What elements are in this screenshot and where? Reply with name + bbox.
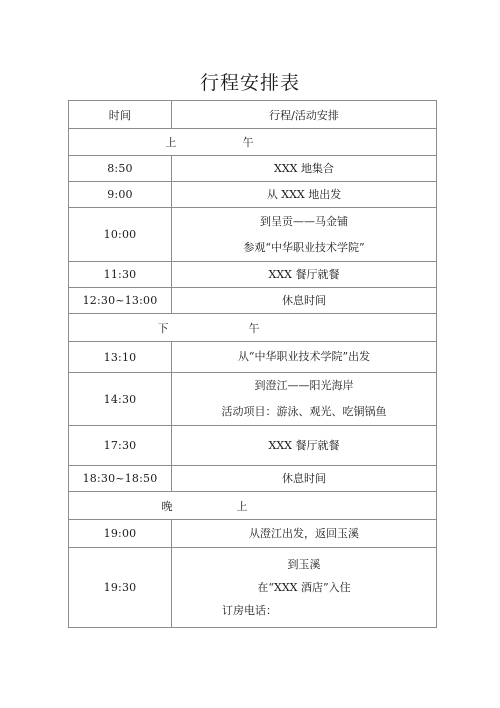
activity-line: 到呈贡——马金铺 <box>260 214 348 228</box>
row-activity <box>172 262 437 288</box>
section-evening-char-2: 上 <box>236 499 248 513</box>
row-time: 13:10 <box>69 342 172 373</box>
section-morning <box>69 129 437 156</box>
table-row <box>69 426 437 466</box>
row-time: 19:00 <box>69 520 172 548</box>
activity-line: 休息时间 <box>282 293 326 307</box>
activity-line: XXX 地集合 <box>274 161 334 175</box>
activity-line: 从澄江出发，返回玉溪 <box>249 526 359 540</box>
activity-line: XXX 餐厅就餐 <box>268 267 340 281</box>
row-time: 10:00 <box>69 208 172 262</box>
table-row <box>69 466 437 492</box>
section-evening <box>69 492 437 520</box>
table-row <box>69 342 437 373</box>
activity-line: 参观“中华职业技术学院” <box>243 240 365 254</box>
header-time: 时间 <box>69 101 172 129</box>
row-time: 12:30~13:00 <box>69 288 172 314</box>
section-row-morning <box>69 129 437 156</box>
row-activity <box>172 182 437 208</box>
activity-line: 从“中华职业技术学院”出发 <box>237 350 371 363</box>
table-header-row <box>69 101 437 129</box>
table-row <box>69 262 437 288</box>
activity-line: 活动项目：游泳、观光、吃铜锅鱼 <box>221 405 387 418</box>
activity-line: 休息时间 <box>282 471 326 485</box>
table-row <box>69 156 437 182</box>
row-activity <box>172 520 437 548</box>
row-time: 17:30 <box>69 426 172 466</box>
row-time: 9:00 <box>69 182 172 208</box>
activity-line: 到澄江——阳光海岸 <box>254 379 354 392</box>
row-time: 18:30~18:50 <box>69 466 172 492</box>
section-evening-char-1: 晚 <box>161 499 173 513</box>
table-row <box>69 373 437 426</box>
row-activity <box>172 426 437 466</box>
row-activity <box>172 548 437 628</box>
row-activity <box>172 208 437 262</box>
activity-line: XXX 餐厅就餐 <box>268 438 340 452</box>
section-afternoon-char-1: 下 <box>157 321 169 335</box>
section-row-evening <box>69 492 437 520</box>
row-time: 19:30 <box>69 548 172 628</box>
table-row <box>69 288 437 314</box>
activity-line: 到玉溪 <box>287 557 321 571</box>
activity-line: 从 XXX 地出发 <box>266 187 342 201</box>
table-row <box>69 182 437 208</box>
row-time: 11:30 <box>69 262 172 288</box>
section-morning-char-2: 午 <box>242 136 254 149</box>
section-afternoon <box>69 314 437 342</box>
table-row <box>69 548 437 628</box>
table-row <box>69 208 437 262</box>
row-activity <box>172 466 437 492</box>
row-activity <box>172 373 437 426</box>
header-activity: 行程/活动安排 <box>172 101 437 129</box>
section-row-afternoon <box>69 314 437 342</box>
table-row <box>69 520 437 548</box>
row-time: 8:50 <box>69 156 172 182</box>
schedule-table <box>68 100 437 628</box>
section-morning-char-1: 上 <box>165 136 177 149</box>
activity-line: 在“XXX 酒店”入住 <box>257 580 351 594</box>
document-title: 行程安排表 <box>199 72 300 94</box>
row-activity <box>172 156 437 182</box>
row-activity <box>172 288 437 314</box>
row-activity <box>172 342 437 373</box>
activity-line: 订房电话： <box>222 603 277 617</box>
row-time: 14:30 <box>69 373 172 426</box>
section-afternoon-char-2: 午 <box>248 321 260 335</box>
